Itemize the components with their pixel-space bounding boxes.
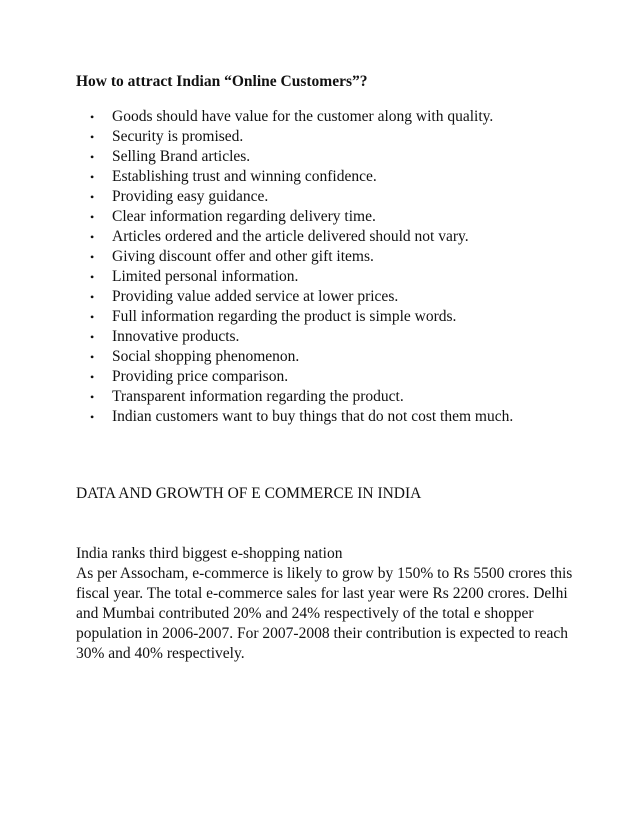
list-item-text: Limited personal information. <box>112 268 299 285</box>
bullet-dot: • <box>90 190 95 204</box>
bullet-dot: • <box>90 290 95 304</box>
bullet-dot: • <box>90 130 95 144</box>
list-item-text: Articles ordered and the article delivered should not vary. <box>112 228 469 245</box>
bullet-dot: • <box>90 210 95 224</box>
list-item-text: Innovative products. <box>112 328 240 345</box>
bullet-dot: • <box>90 390 95 404</box>
bullet-dot: • <box>90 230 95 244</box>
bullet-dot: • <box>90 370 95 384</box>
paragraph-line: population in 2006-2007. For 2007-2008 their contribution is expected to reach <box>76 625 569 642</box>
bullet-dot: • <box>90 330 95 344</box>
list-item-text: Providing price comparison. <box>112 368 289 385</box>
list-item-text: Full information regarding the product is simple words. <box>112 308 457 325</box>
bullet-dot: • <box>90 150 95 164</box>
bullet-dot: • <box>90 270 95 284</box>
list-item-text: Providing easy guidance. <box>112 188 269 205</box>
section-title: DATA AND GROWTH OF E COMMERCE IN INDIA <box>76 485 422 502</box>
list-item-text: Giving discount offer and other gift items. <box>112 248 374 265</box>
bullet-dot: • <box>90 250 95 264</box>
page-heading: How to attract Indian “Online Customers”? <box>76 73 368 90</box>
growth-paragraph <box>76 544 573 664</box>
list-item-text: Selling Brand articles. <box>112 148 251 165</box>
list-item-text: Establishing trust and winning confidence. <box>112 168 377 185</box>
bullet-dot: • <box>90 310 95 324</box>
paragraph-line: 30% and 40% respectively. <box>76 645 245 662</box>
list-item-text: Security is promised. <box>112 128 244 145</box>
bullet-dot: • <box>90 410 95 424</box>
paragraph-line: and Mumbai contributed 20% and 24% respectively of the total e shopper <box>76 605 534 622</box>
list-item-text: Goods should have value for the customer along with quality. <box>112 108 494 125</box>
list-item-text: Indian customers want to buy things that do not cost them much. <box>112 408 514 425</box>
list-item-text: Social shopping phenomenon. <box>112 348 300 365</box>
paragraph-line: fiscal year. The total e-commerce sales for last year were Rs 2200 crores. Delhi <box>76 585 568 602</box>
bullet-dot: • <box>90 110 95 124</box>
bullet-dot: • <box>90 350 95 364</box>
list-item-text: Clear information regarding delivery time. <box>112 208 376 225</box>
paragraph-line: As per Assocham, e-commerce is likely to grow by 150% to Rs 5500 crores this <box>76 565 573 582</box>
list-item-text: Providing value added service at lower prices. <box>112 288 399 305</box>
list-item-text: Transparent information regarding the product. <box>112 388 404 405</box>
bullet-dot: • <box>90 170 95 184</box>
paragraph-line: India ranks third biggest e-shopping nation <box>76 545 343 562</box>
